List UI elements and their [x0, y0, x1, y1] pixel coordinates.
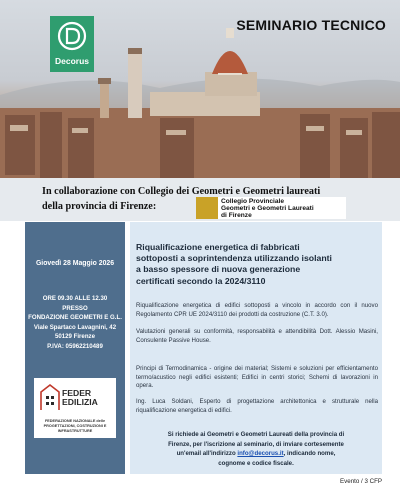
collegio-logo-line-3: di Firenze [221, 212, 252, 219]
registration-line-2: Firenze, per l'iscrizione al seminario, di inviare cortesemente [168, 440, 344, 448]
federedilizia-name [62, 389, 98, 407]
logo-label: Decorus [54, 56, 89, 66]
venue-street: Viale Spartaco Lavagnini, 42 [33, 323, 117, 331]
description-paragraph-2: Valutazioni generali su conformità, responsabilità e attendibilità Dott. Alessio Masini, Consulente Passive House. [136, 328, 378, 344]
federedilizia-name-line-2: EDILIZIA [62, 397, 98, 407]
event-venue-block [25, 294, 125, 351]
seminar-title-line-4: certificati secondo la 2024/3110 [136, 275, 266, 286]
collegio-logo-line-2: Geometri e Geometri Laureati [221, 205, 314, 212]
federedilizia-name-line-1: FEDER [62, 388, 92, 398]
registration-line-3-post: , indicando nome, [283, 450, 336, 457]
registration-line-4: cognome e codice fiscale. [218, 459, 294, 467]
federedilizia-logo [34, 378, 116, 438]
description-paragraph-4: Ing. Luca Soldani, Esperto di progettazione architettonica e strutturale nella riqualificazione energetica di edifici. [136, 398, 378, 414]
collaboration-line-2: della provincia di Firenze: [42, 201, 157, 212]
federedilizia-subtitle-line-2: PROGETTAZIONI, COSTRUZIONI E INFRASTRUTTURE [43, 424, 107, 433]
collegio-geometri-logo [196, 197, 346, 219]
registration-line-3-pre: un'email all'indirizzo [176, 450, 236, 457]
event-presso: PRESSO [62, 304, 88, 312]
event-credits-tag: Evento / 3 CFP [340, 478, 382, 485]
collegio-logo-line-1: Collegio Provinciale [221, 198, 285, 205]
description-paragraph-1: Riqualificazione energetica di edifici sottoposti a vincolo in accordo con il nuovo Regolamento CPR UE 2024/3110 dei prodotti da costruzione (C.T. 3.0). [136, 302, 378, 318]
venue-vat: P.IVA: 05962210489 [47, 342, 103, 350]
event-time: ORE 09.30 ALLE 12.30 [42, 295, 108, 302]
federedilizia-subtitle-line-1: FEDERAZIONE NAZIONALE delle [44, 419, 106, 423]
registration-line-3 [136, 449, 376, 459]
page-title: SEMINARIO TECNICO [236, 17, 386, 33]
seminar-title-line-3: a basso spessore di nuova generazione [136, 264, 301, 275]
seminar-description-panel [130, 222, 382, 474]
collaboration-line-1: In collaborazione con Collegio dei Geometri e Geometri laureati [42, 186, 321, 197]
event-details-sidebar [25, 222, 125, 474]
decorus-d-icon [57, 21, 87, 51]
venue-name: FONDAZIONE GEOMETRI E G.L. [28, 314, 122, 321]
seminar-title-line-2: sottoposti a soprintendenza utilizzando isolanti [136, 253, 332, 264]
registration-email-link[interactable]: info@decorus.it [237, 450, 284, 457]
seminar-title-line-1: Riqualificazione energetica di fabbricati [136, 242, 300, 252]
federedilizia-building-icon [39, 382, 61, 412]
registration-info [136, 430, 376, 468]
registration-line-1: Si richiede ai Geometri e Geometri Laureati della provincia di [167, 431, 345, 438]
collegio-emblem-icon [196, 197, 218, 219]
federedilizia-subtitle [36, 419, 114, 434]
event-date: Giovedì 28 Maggio 2026 [35, 260, 115, 267]
seminar-title [136, 242, 378, 287]
decorus-logo [50, 16, 94, 72]
venue-city: 50129 Firenze [55, 333, 95, 340]
description-paragraph-3: Principi di Termodinamica - origine dei material; Sistemi e soluzioni per efficientamento termo/acustico negli edifici esistenti; Edifici in centri storici; Schemi di lavorazioni in opera. [136, 365, 378, 389]
florence-skyline-photo [0, 0, 400, 178]
collegio-logo-text [221, 198, 314, 219]
